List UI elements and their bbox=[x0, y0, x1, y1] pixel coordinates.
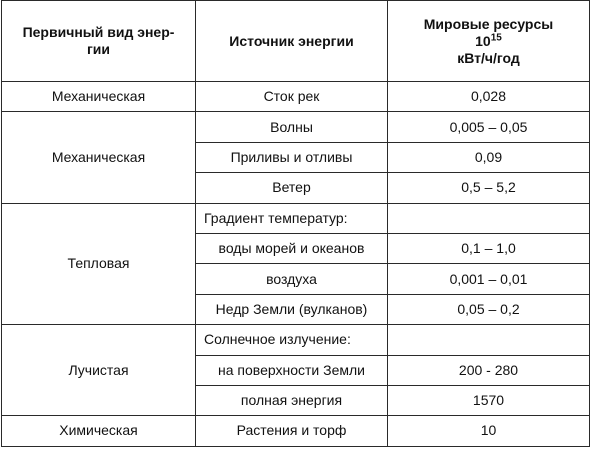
header-primary-energy-type bbox=[2, 1, 196, 82]
cell-resource-value: 0,1 – 1,0 bbox=[388, 233, 590, 263]
cell-energy-source: Градиент температур: bbox=[196, 203, 388, 233]
cell-energy-type: Механическая bbox=[2, 82, 196, 112]
header-power-exponent: 15 bbox=[490, 31, 502, 43]
cell-resource-value: 0,028 bbox=[388, 82, 590, 112]
cell-energy-source: на поверхности Земли bbox=[196, 355, 388, 385]
cell-energy-source: Недр Земли (вулканов) bbox=[196, 294, 388, 324]
cell-energy-source: Сток рек bbox=[196, 82, 388, 112]
cell-resource-value: 0,005 – 0,05 bbox=[388, 112, 590, 142]
header-energy-source bbox=[196, 1, 388, 82]
cell-energy-type: Тепловая bbox=[2, 203, 196, 325]
cell-energy-source: Солнечное излучение: bbox=[196, 325, 388, 355]
header-world-resources-line1: Мировые ресурсы bbox=[423, 15, 554, 32]
cell-energy-source: воды морей и океанов bbox=[196, 233, 388, 263]
cell-energy-source: воздуха bbox=[196, 264, 388, 294]
energy-resources-table-container bbox=[1, 0, 589, 452]
cell-resource-value: 0,5 – 5,2 bbox=[388, 173, 590, 203]
cell-energy-source: полная энергия bbox=[196, 385, 388, 415]
cell-resource-value: 0,09 bbox=[388, 142, 590, 172]
cell-energy-source: Растения и торф bbox=[196, 416, 388, 446]
cell-resource-value: 10 bbox=[388, 416, 590, 446]
header-power-base: 10 bbox=[475, 32, 491, 49]
cell-energy-type: Химическая bbox=[2, 416, 196, 446]
table-row bbox=[2, 203, 590, 233]
cell-resource-value: 200 - 280 bbox=[388, 355, 590, 385]
cell-energy-source: Приливы и отливы bbox=[196, 142, 388, 172]
cell-resource-value: 0,05 – 0,2 bbox=[388, 294, 590, 324]
table-row bbox=[2, 416, 590, 446]
table-row bbox=[2, 112, 590, 142]
table-row bbox=[2, 325, 590, 355]
header-primary-energy-type-line2: гии bbox=[86, 41, 111, 57]
cell-energy-type: Механическая bbox=[2, 112, 196, 203]
cell-resource-value bbox=[388, 203, 590, 233]
table-header-row bbox=[2, 1, 590, 82]
cell-energy-type: Лучистая bbox=[2, 325, 196, 416]
header-energy-source-label: Источник энергии bbox=[229, 32, 354, 49]
energy-resources-table bbox=[1, 0, 590, 447]
header-world-resources bbox=[388, 1, 590, 82]
cell-energy-source: Ветер bbox=[196, 173, 388, 203]
table-row bbox=[2, 82, 590, 112]
cell-energy-source: Волны bbox=[196, 112, 388, 142]
cell-resource-value: 1570 bbox=[388, 385, 590, 415]
cell-resource-value: 0,001 – 0,01 bbox=[388, 264, 590, 294]
header-world-resources-unit: кВт/ч/год bbox=[457, 49, 520, 66]
cell-resource-value bbox=[388, 325, 590, 355]
header-world-resources-power bbox=[392, 33, 585, 50]
header-primary-energy-type-line1: Первичный вид энер- bbox=[22, 24, 175, 40]
